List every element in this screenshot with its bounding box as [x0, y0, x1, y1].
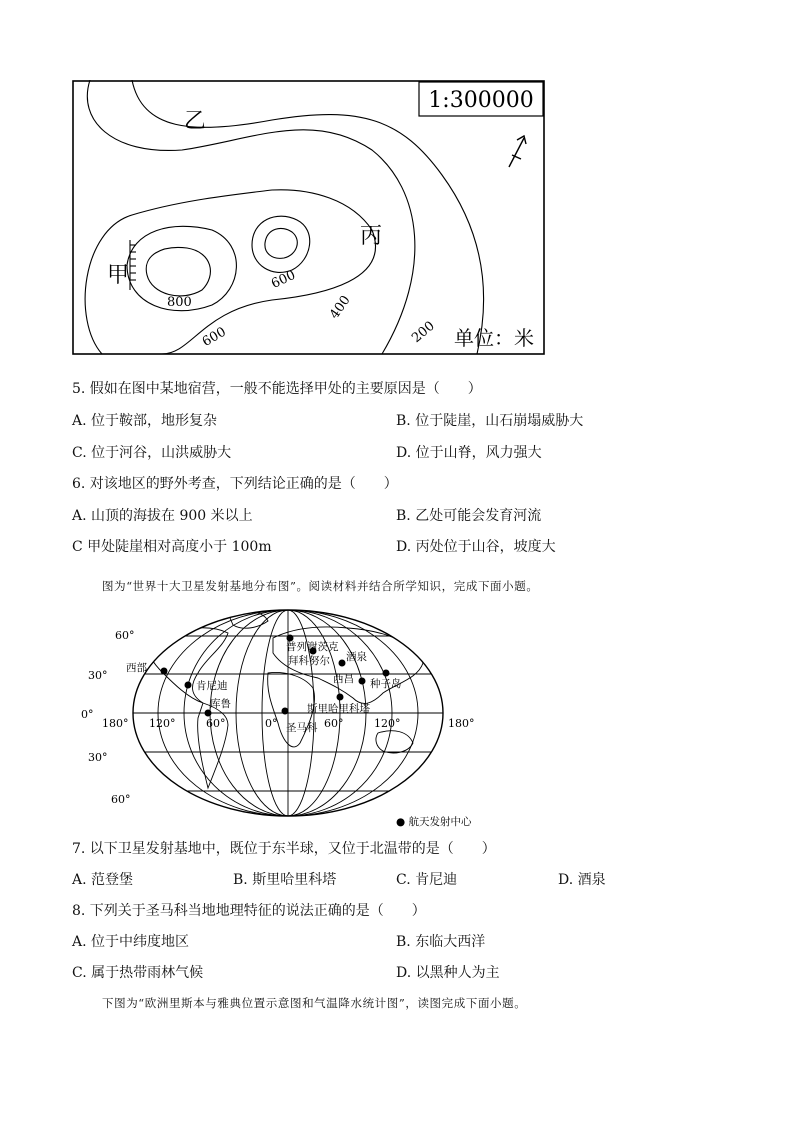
q8-stem: 8. 下列关于圣马科当地地理特征的说法正确的是（ ）: [72, 903, 426, 919]
site-label: 斯里哈里科塔: [307, 703, 370, 715]
q5-option-d[interactable]: D. 位于山脊，风力强大: [396, 445, 542, 461]
lon-label: 0°: [265, 717, 278, 730]
site-label: 西昌: [333, 673, 354, 685]
contour-label: 400: [327, 292, 354, 322]
map-legend: ● 航天发射中心: [396, 816, 472, 828]
q5-stem: 5. 假如在图中某地宿营，一般不能选择甲处的主要原因是（ ）: [72, 381, 482, 397]
q6-option-b[interactable]: B. 乙处可能会发育河流: [396, 508, 542, 524]
contour-map: [72, 80, 547, 358]
label-jia: 甲: [107, 263, 130, 288]
site-label: 圣马科: [286, 722, 318, 734]
lat-label: 30°: [88, 751, 108, 764]
q7-option-c[interactable]: C. 肯尼迪: [396, 872, 458, 888]
q7-stem: 7. 以下卫星发射基地中，既位于东半球，又位于北温带的是（ ）: [72, 841, 496, 857]
lon-label: 60°: [324, 717, 344, 730]
site-label: 种子岛: [370, 678, 402, 690]
q7-option-b[interactable]: B. 斯里哈里科塔: [233, 872, 337, 888]
site-label: 西部: [126, 662, 147, 674]
site-label: 普列谢茨克: [286, 641, 339, 653]
contour-label: 600: [199, 324, 229, 350]
q8-option-c[interactable]: C. 属于热带雨林气候: [72, 965, 204, 981]
contour-label: 800: [167, 295, 192, 310]
intro-europe: 下图为“欧洲里斯本与雅典位置示意图和气温降水统计图”，读图完成下面小题。: [102, 996, 527, 1010]
lon-label: 120°: [374, 717, 401, 730]
lon-label: 180°: [102, 717, 129, 730]
label-bing: 丙: [360, 224, 383, 249]
site-label: 肯尼迪: [196, 680, 228, 692]
q6-option-a[interactable]: A. 山顶的海拔在 900 米以上: [72, 508, 253, 524]
q6-stem: 6. 对该地区的野外考查，下列结论正确的是（ ）: [72, 476, 398, 492]
north-arrow-icon: [509, 136, 526, 167]
q7-option-a[interactable]: A. 范登堡: [72, 872, 134, 888]
map-unit: 单位：米: [454, 326, 534, 350]
contour-label: 600: [269, 267, 298, 292]
world-map: [78, 603, 488, 831]
lat-label: 60°: [115, 629, 135, 642]
lon-label: 180°: [448, 717, 475, 730]
q8-option-a[interactable]: A. 位于中纬度地区: [72, 934, 190, 950]
lat-label: 30°: [88, 669, 108, 682]
q6-option-d[interactable]: D. 丙处位于山谷，坡度大: [396, 539, 556, 555]
site-label: 酒泉: [346, 651, 367, 663]
contour-label: 200: [409, 318, 438, 347]
q5-option-a[interactable]: A. 位于鞍部，地形复杂: [72, 413, 218, 429]
site-label: 库鲁: [210, 698, 231, 710]
q5-option-b[interactable]: B. 位于陡崖，山石崩塌威胁大: [396, 413, 584, 429]
q7-option-d[interactable]: D. 酒泉: [558, 872, 606, 888]
lat-label: 60°: [111, 793, 131, 806]
q6-option-c[interactable]: C 甲处陡崖相对高度小于 100m: [72, 539, 272, 555]
label-yi: 乙: [184, 109, 207, 134]
lat-label: 0°: [81, 708, 94, 721]
q5-option-c[interactable]: C. 位于河谷，山洪威胁大: [72, 445, 232, 461]
q8-option-b[interactable]: B. 东临大西洋: [396, 934, 486, 950]
lon-label: 120°: [149, 717, 176, 730]
q8-option-d[interactable]: D. 以黑种人为主: [396, 965, 500, 981]
lon-label: 60°: [206, 717, 226, 730]
intro-satellite: 图为“世界十大卫星发射基地分布图”。阅读材料并结合所学知识，完成下面小题。: [102, 579, 539, 593]
site-label: 拜科努尔: [288, 655, 330, 667]
map-scale: 1:300000: [428, 88, 534, 113]
